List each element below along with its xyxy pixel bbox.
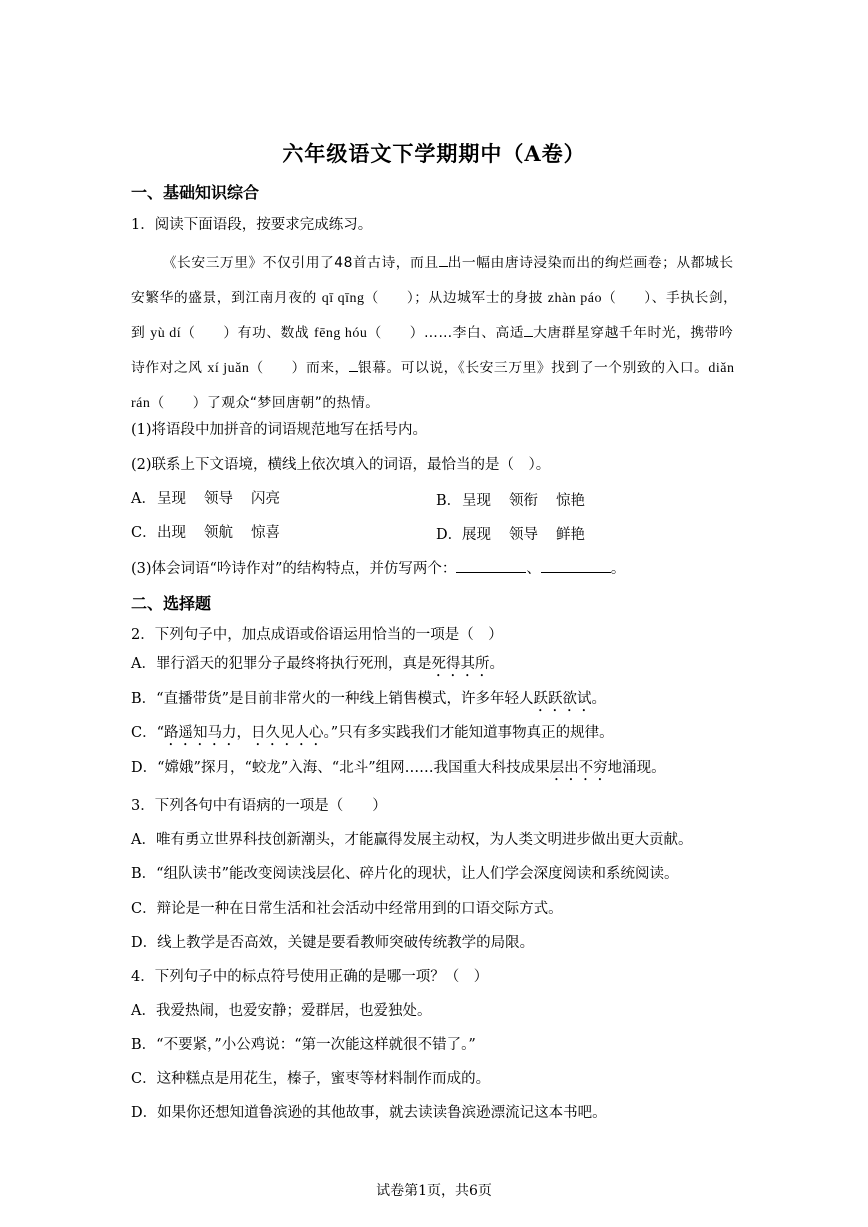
q1-option-c[interactable]: C．出现 领航 惊喜 <box>131 525 280 541</box>
q1-passage: 《长安三万里》不仅引用了48首古诗，而且 出一幅由唐诗浸染而出的绚烂画卷；从都城长安繁华的盛景，到江南月夜的 qī qīng（ ）；从边城军士的身披 zhàn páo（ ）、手执长剑，到 yù dí（ ）有功、数战 fēng hóu（ ）……李白、高适 大唐群星穿越千年时光，携带吟诗作对之风 xí juǎn（ ）而来， 银幕。可以说，《长安三万里》找到了一个别致的入口。diǎn rán（ ）了观众“梦回唐朝”的热情。 <box>131 255 738 411</box>
pinyin-1: qī qīng <box>321 291 365 306</box>
pinyin-6: diǎn rán <box>131 361 735 411</box>
q3-option-c[interactable]: C．辩论是一种在日常生活和社会活动中经常用到的口语交际方式。 <box>131 901 563 917</box>
section-heading-basic: 一、基础知识综合 <box>131 183 260 202</box>
q1-sub3: (3)体会词语“吟诗作对”的结构特点，并仿写两个： 、 。 <box>131 558 625 579</box>
fill-blank-2[interactable] <box>524 324 533 337</box>
q2-stem: 2．下列句子中，加点成语或俗语运用恰当的一项是（ ） <box>131 627 503 643</box>
dotted-idiom-b: 跃跃欲试 <box>533 691 592 707</box>
q2-option-b[interactable]: B．“直播带货”是目前非常火的一种线上销售模式，许多年轻人跃跃欲试。 <box>131 691 606 707</box>
fill-blank-1[interactable] <box>439 254 448 267</box>
q4-option-d[interactable]: D．如果你还想知道鲁滨逊的其他故事，就去读读鲁滨逊漂流记这本书吧。 <box>131 1105 607 1121</box>
pinyin-3: yù dí <box>150 326 182 341</box>
page-footer: 试卷第1页，共6页 <box>376 1183 492 1199</box>
q4-option-b[interactable]: B．“不要紧，”小公鸡说：“第一次能这样就很不错了。” <box>131 1037 476 1053</box>
fill-blank-3[interactable] <box>349 359 358 372</box>
q2-option-d[interactable]: D．“嫦娥”探月，“蛟龙”入海、“北斗”组网……我国重大科技成果层出不穷地涌现。 <box>131 760 666 776</box>
q3-option-a[interactable]: A．唯有勇立世界科技创新潮头，才能赢得发展主动权，为人类文明进步做出更大贡献。 <box>131 832 693 848</box>
q2-option-a[interactable]: A．罪行滔天的犯罪分子最终将执行死刑，真是死得其所。 <box>131 656 504 672</box>
q1-sub1: (1)将语段中加拼音的词语规范地写在括号内。 <box>131 422 428 438</box>
q4-option-c[interactable]: C．这种糕点是用花生，榛子，蜜枣等材料制作而成的。 <box>131 1071 491 1087</box>
q1-option-b[interactable]: B．呈现 领衔 惊艳 <box>436 493 585 509</box>
pinyin-4: fēng hóu <box>314 326 368 341</box>
q2-option-c[interactable]: C．“路遥知马力，日久见人心。”只有多实践我们才能知道事物真正的规律。 <box>131 725 614 741</box>
q4-stem: 4．下列句子中的标点符号使用正确的是哪一项？（ ） <box>131 969 489 985</box>
q3-option-b[interactable]: B．“组队读书”能改变阅读浅层化、碎片化的现状，让人们学会深度阅读和系统阅读。 <box>131 866 679 882</box>
q3-option-d[interactable]: D．线上教学是否高效，关键是要看教师突破传统教学的局限。 <box>131 935 535 951</box>
pinyin-2: zhàn páo <box>547 291 602 306</box>
q1-sub2: (2)联系上下文语境，横线上依次填入的词语，最恰当的是（ ）。 <box>131 457 551 473</box>
page-title: 六年级语文下学期期中（A卷） <box>282 141 586 166</box>
q4-option-a[interactable]: A．我爱热闹，也爱安静；爱群居，也爱独处。 <box>131 1003 432 1019</box>
dotted-idiom-a: 死得其所 <box>431 656 490 672</box>
q1-stem: 1．阅读下面语段，按要求完成练习。 <box>131 217 373 233</box>
imitation-blank-2[interactable] <box>541 558 611 573</box>
dotted-idiom-d: 层出不穷 <box>549 760 608 776</box>
q3-stem: 3．下列各句中有语病的一项是（ ） <box>131 798 387 814</box>
dotted-idiom-c: 路遥知马力，日久见人心 <box>164 725 324 741</box>
q1-option-a[interactable]: A．呈现 领导 闪亮 <box>131 491 280 507</box>
imitation-blank-1[interactable] <box>456 558 526 573</box>
pinyin-5: xí juǎn <box>207 361 250 376</box>
q1-option-d[interactable]: D．展现 领导 鲜艳 <box>436 527 585 543</box>
section-heading-choice: 二、选择题 <box>131 594 212 613</box>
